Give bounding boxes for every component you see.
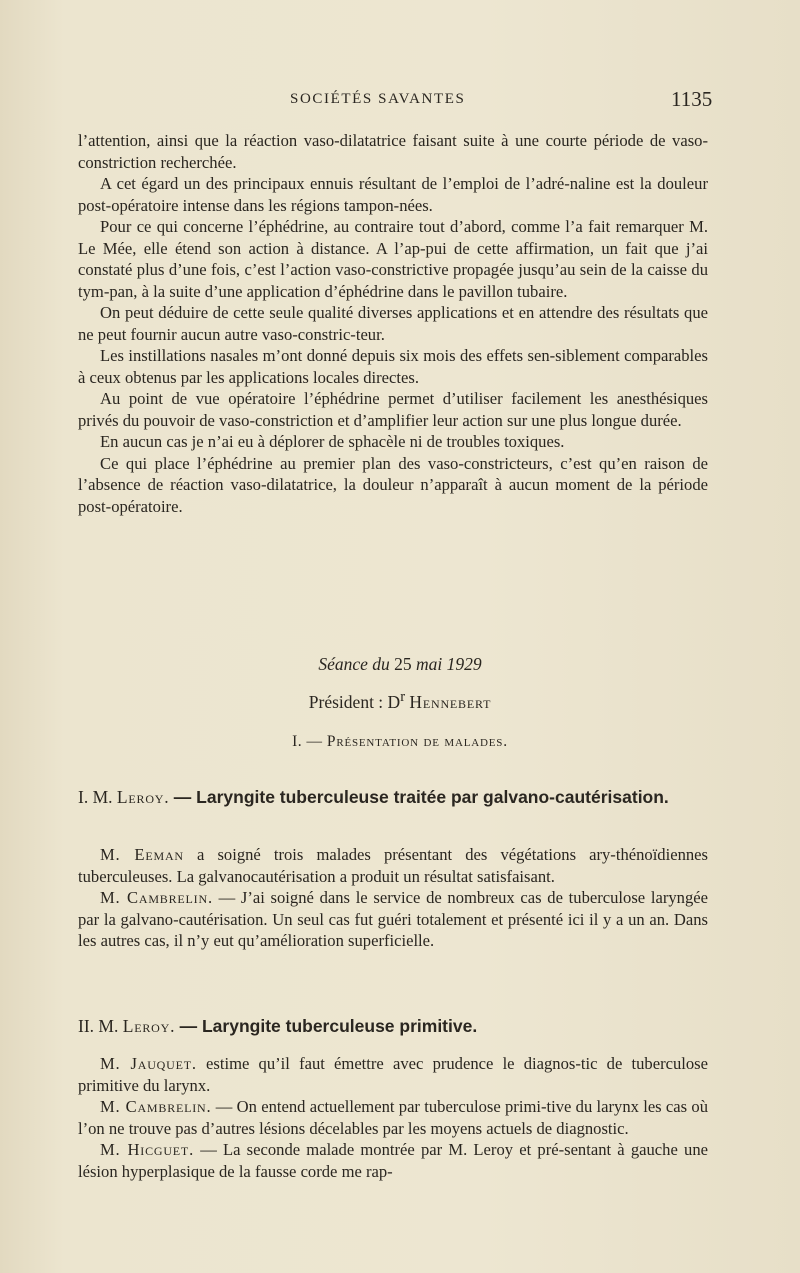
- paragraph: Pour ce qui concerne l’éphédrine, au contraire tout d’abord, comme l’a fait remarquer M. Le Mée, elle étend son action à distance. A l’ap-pui de cette affirmation, un fait que j’ai constaté plus d’une fois, c’est l’action vaso-constrictive propagée jusqu’au sein de la caisse du tym-pan, à la suite d’une application d’éphédrine dans le pavillon tubaire.: [78, 217, 708, 301]
- session-heading: [0, 654, 800, 675]
- paragraph: [78, 1139, 708, 1182]
- paragraph: [78, 844, 708, 887]
- case-1-discussion: [78, 844, 708, 952]
- paragraph: [78, 1096, 708, 1139]
- case-heading: — Laryngite tuberculeuse traitée par galvano-cautérisation.: [173, 787, 669, 807]
- speaker: M. Cambrelin.: [100, 888, 213, 907]
- paragraph: Au point de vue opératoire l’éphédrine permet d’utiliser facilement les anesthésiques privés du pouvoir de vaso-constriction et d’amplifier leur action sur une plus longue durée.: [78, 389, 708, 430]
- case-heading: — Laryngite tuberculeuse primitive.: [179, 1016, 478, 1036]
- case-2-discussion: [78, 1053, 708, 1182]
- session-month-year: mai 1929: [416, 654, 482, 674]
- section-heading: [0, 733, 800, 751]
- speaker: M. Hicguet.: [100, 1140, 195, 1159]
- speaker: M. Cambrelin.: [100, 1097, 212, 1116]
- case-author: Leroy.: [122, 1016, 176, 1036]
- paragraph: l’attention, ainsi que la réaction vaso-dilatatrice faisant suite à une courte période de vaso-constriction recherchée.: [78, 131, 708, 172]
- president-title-sup: r: [400, 689, 406, 705]
- paragraph-text: — J’ai soigné dans le service de nombreux cas de tuberculose laryngée par la galvano-cautérisation. Un seul cas fut guéri totalement et présenté ici il y a un an. Dans les autres cas, il n’y eut qu’amélioration superficielle.: [78, 888, 708, 950]
- paragraph: Ce qui place l’éphédrine au premier plan des vaso-constricteurs, c’est qu’en raison de l’absence de réaction vaso-dilatatrice, la douleur n’apparaît à aucun moment de la période post-opératoire.: [78, 453, 708, 516]
- body-text-top: [78, 130, 708, 517]
- president-line: [0, 689, 800, 713]
- paragraph-text: — La seconde malade montrée par M. Leroy et pré-sentant à gauche une lésion hyperplasique de la fausse corde me rap-: [78, 1140, 708, 1181]
- session-label: Séance du: [318, 654, 390, 674]
- case-author: Leroy.: [116, 787, 170, 807]
- case-title-2: [78, 1015, 708, 1037]
- paragraph: A cet égard un des principaux ennuis résultant de l’emploi de l’adré-naline est la douleur post-opératoire intense dans les régions tampon-nées.: [78, 174, 708, 215]
- president-name: Hennebert: [409, 691, 492, 712]
- paragraph: On peut déduire de cette seule qualité diverses applications et en attendre des résultats que ne peut fournir aucun autre vaso-constric-teur.: [78, 303, 708, 344]
- paragraph-text: estime qu’il faut émettre avec prudence le diagnos-tic de tuberculose primitive du larynx.: [78, 1054, 708, 1095]
- case-number: I. M.: [78, 787, 113, 807]
- page-number: 1135: [671, 87, 713, 111]
- case-number: II. M.: [78, 1016, 119, 1036]
- paragraph: [78, 1053, 708, 1096]
- paragraph-text: — On entend actuellement par tuberculose primi-tive du larynx les cas où l’on ne trouve pas d’autres lésions décelables par les moyens actuels de diagnostic.: [78, 1097, 708, 1138]
- paragraph-text: a soigné trois malades présentant des végétations ary-thénoïdiennes tuberculeuses. La galvanocautérisation a produit un résultat satisfaisant.: [78, 845, 708, 886]
- president-label: Président : D: [308, 691, 401, 712]
- speaker: M. Jauquet.: [100, 1054, 197, 1073]
- case-title-1: [78, 786, 708, 808]
- section-title: Présentation de malades.: [326, 733, 508, 750]
- running-title: SOCIÉTÉS SAVANTES: [290, 91, 466, 107]
- paragraph: [78, 887, 708, 952]
- speaker: M. Eeman: [100, 845, 184, 864]
- section-number: I. —: [292, 733, 323, 750]
- running-header: [0, 89, 800, 113]
- paragraph: Les instillations nasales m’ont donné depuis six mois des effets sen-siblement comparables à ceux obtenus par les applications locales directes.: [78, 346, 708, 387]
- session-day: 25: [394, 654, 412, 674]
- paragraph: En aucun cas je n’ai eu à déplorer de sphacèle ni de troubles toxiques.: [100, 432, 565, 451]
